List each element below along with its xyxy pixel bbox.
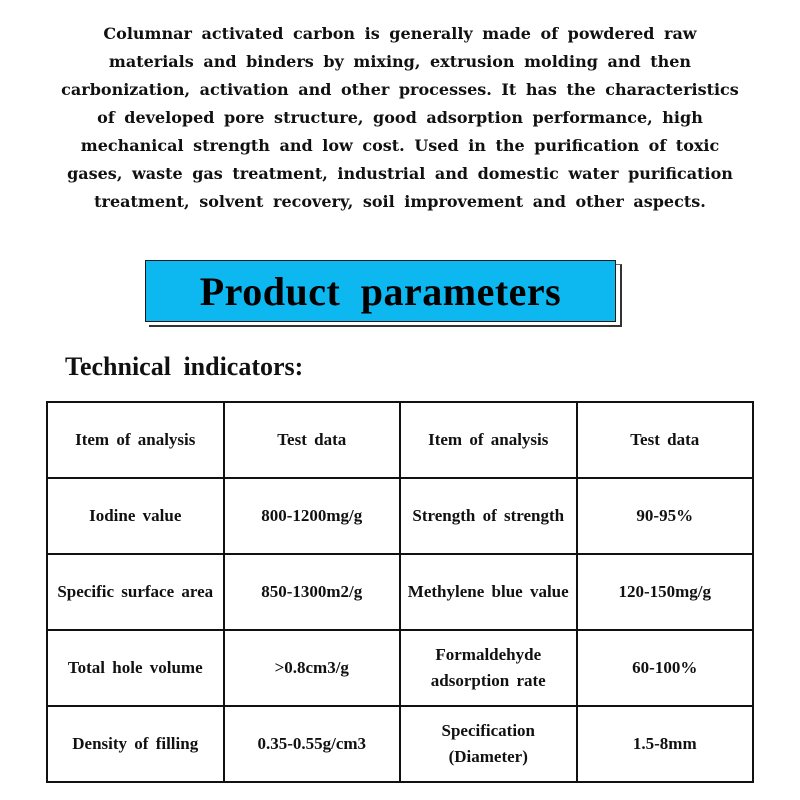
table-cell: Density of filling [47,706,224,782]
table-row [47,630,753,706]
header-cell: Item of analysis [400,402,577,478]
table-cell: Formaldehyde adsorption rate [400,630,577,706]
header-cell: Test data [577,402,754,478]
table-cell: Strength of strength [400,478,577,554]
banner-title: Product parameters [199,268,562,314]
table-row [47,706,753,782]
table-cell: Iodine value [47,478,224,554]
table-cell: Specification (Diameter) [400,706,577,782]
table-cell: 60-100% [577,630,754,706]
header-cell: Item of analysis [47,402,224,478]
table-cell: 1.5-8mm [577,706,754,782]
table-cell: 800-1200mg/g [224,478,401,554]
table-row [47,478,753,554]
banner-box [145,260,616,322]
table-row [47,554,753,630]
table-cell: 90-95% [577,478,754,554]
header-cell: Test data [224,402,401,478]
technical-indicators-heading: Technical indicators: [65,352,304,381]
table-cell: Total hole volume [47,630,224,706]
table-cell: >0.8cm3/g [224,630,401,706]
table-cell: 0.35-0.55g/cm3 [224,706,401,782]
table-cell: Methylene blue value [400,554,577,630]
product-parameters-banner [145,260,625,326]
table-cell: 120-150mg/g [577,554,754,630]
technical-indicators-table [46,401,754,783]
table-cell: 850-1300m2/g [224,554,401,630]
table-cell: Specific surface area [47,554,224,630]
intro-paragraph: Columnar activated carbon is generally made of powdered raw materials and binders by mixing, extrusion molding and then carbonization, activation and other processes. It has the characteristics of developed pore structure, good adsorption performance, high mechanical strength and low cost. Used in the purification of toxic gases, waste gas treatment, industrial and domestic water purification treatment, solvent recovery, soil improvement and other aspects. [61,24,739,211]
table-header-row [47,402,753,478]
